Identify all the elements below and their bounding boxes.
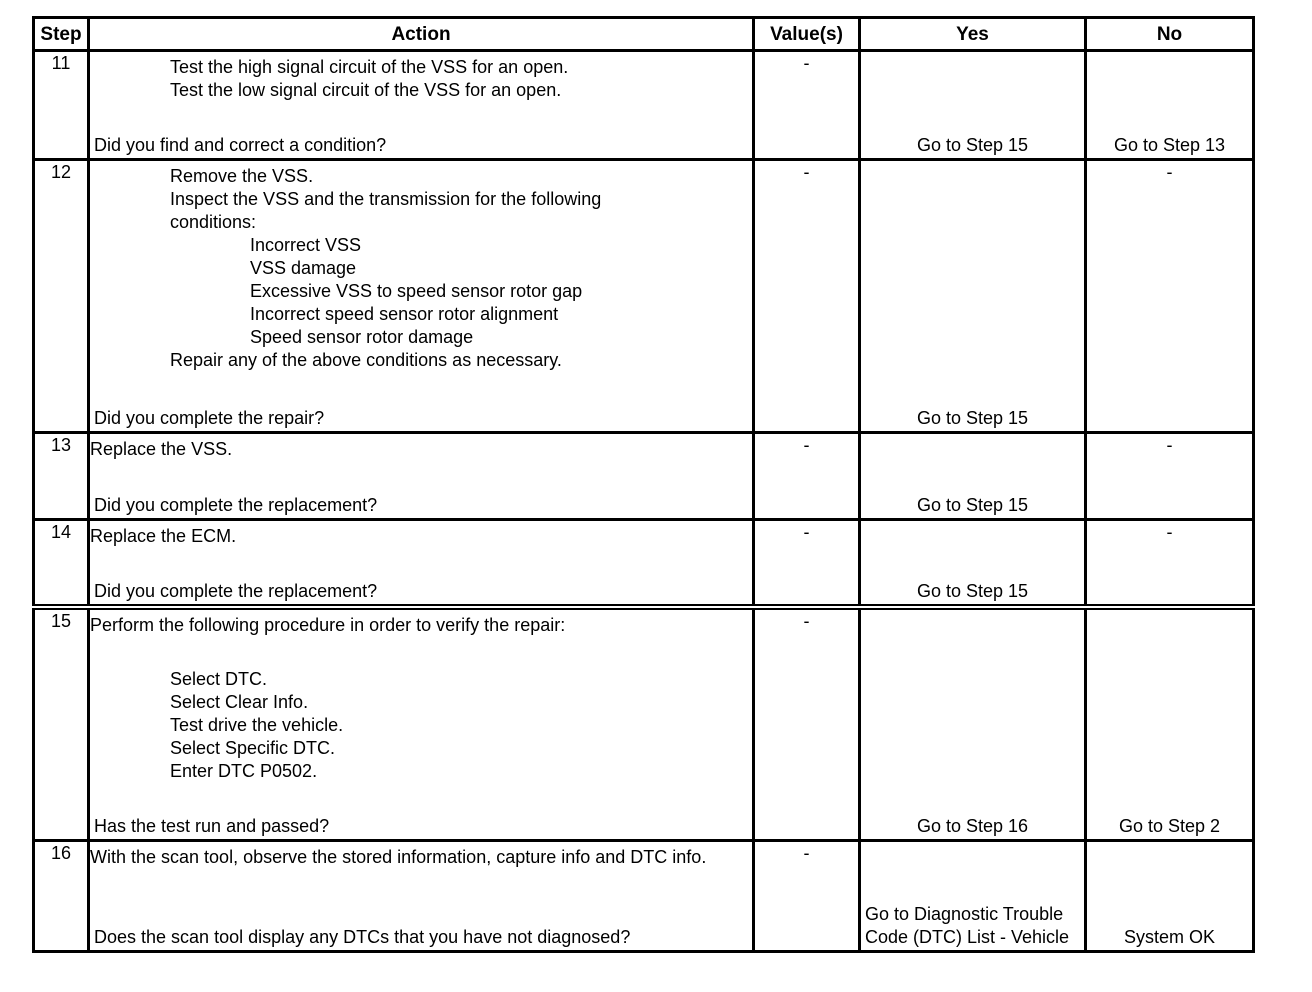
- yes-outcome: Go to Step 15: [916, 135, 1029, 155]
- table-row-step-13: [34, 433, 1254, 520]
- table-row-step-12: [34, 160, 1254, 433]
- header-no: No: [1086, 18, 1254, 51]
- no-cell: [1086, 51, 1254, 160]
- action-question: Has the test run and passed?: [94, 816, 330, 836]
- header-row: [34, 18, 1254, 51]
- action-question: Does the scan tool display any DTCs that you have not diagnosed?: [94, 927, 631, 947]
- action-cell: [89, 51, 754, 160]
- yes-outcome: Go to Step 16: [916, 816, 1029, 836]
- condition-item: Speed sensor rotor damage: [250, 327, 474, 347]
- instruction-line: Remove the VSS.: [170, 166, 314, 186]
- procedure-step: Enter DTC P0502.: [170, 760, 318, 781]
- yes-cell: [860, 51, 1086, 160]
- value-cell: -: [754, 841, 860, 952]
- instruction-line: Replace the ECM.: [90, 526, 237, 546]
- action-cell: [89, 520, 754, 607]
- instruction-line: Perform the following procedure in order to verify the repair:: [90, 614, 566, 635]
- yes-cell: [860, 520, 1086, 607]
- action-question: Did you complete the repair?: [94, 408, 325, 428]
- instruction-line: With the scan tool, observe the stored information, capture info and DTC info.: [90, 847, 707, 867]
- header-step: Step: [34, 18, 89, 51]
- yes-outcome: Go to Step 15: [916, 495, 1029, 515]
- action-cell: [89, 607, 754, 841]
- step-number: 16: [34, 841, 89, 952]
- no-cell: -: [1086, 433, 1254, 520]
- table-row-step-16: [34, 841, 1254, 952]
- procedure-step: Select Specific DTC.: [170, 737, 336, 758]
- instruction-line: Replace the VSS.: [90, 439, 233, 459]
- yes-cell: [860, 433, 1086, 520]
- step-number: 12: [34, 160, 89, 433]
- instruction-line: Test the low signal circuit of the VSS for an open.: [170, 80, 562, 100]
- instruction-line: Test the high signal circuit of the VSS for an open.: [170, 57, 569, 77]
- header-values: Value(s): [754, 18, 860, 51]
- action-question: Did you complete the replacement?: [94, 495, 378, 515]
- no-cell: -: [1086, 520, 1254, 607]
- yes-cell: [860, 841, 1086, 952]
- value-cell: -: [754, 51, 860, 160]
- header-yes: Yes: [860, 18, 1086, 51]
- no-cell: -: [1086, 160, 1254, 433]
- action-cell: [89, 433, 754, 520]
- diagnostic-table: [32, 16, 1255, 953]
- action-question: Did you find and correct a condition?: [94, 135, 387, 155]
- step-number: 14: [34, 520, 89, 607]
- instruction-line: Inspect the VSS and the transmission for the following: [170, 189, 602, 209]
- yes-outcome: Go to Diagnostic Trouble Code (DTC) List - Vehicle: [865, 904, 1070, 947]
- step-number: 11: [34, 51, 89, 160]
- value-cell: -: [754, 520, 860, 607]
- condition-item: Incorrect speed sensor rotor alignment: [250, 304, 559, 324]
- yes-outcome: Go to Step 15: [916, 580, 1029, 601]
- step-number: 15: [34, 607, 89, 841]
- no-outcome: Go to Step 2: [1118, 816, 1221, 836]
- no-cell: [1086, 841, 1254, 952]
- table-row-step-14: [34, 520, 1254, 607]
- no-cell: [1086, 607, 1254, 841]
- condition-item: Incorrect VSS: [250, 235, 362, 255]
- value-cell: -: [754, 607, 860, 841]
- yes-outcome: Go to Step 15: [916, 408, 1029, 428]
- procedure-step: Select Clear Info.: [170, 691, 309, 712]
- action-cell: [89, 841, 754, 952]
- condition-item: Excessive VSS to speed sensor rotor gap: [250, 281, 583, 301]
- value-cell: -: [754, 160, 860, 433]
- step-number: 13: [34, 433, 89, 520]
- instruction-line: conditions:: [170, 212, 257, 232]
- header-action: Action: [89, 18, 754, 51]
- procedure-step: Test drive the vehicle.: [170, 714, 344, 735]
- action-cell: [89, 160, 754, 433]
- value-cell: -: [754, 433, 860, 520]
- no-outcome: Go to Step 13: [1113, 135, 1226, 155]
- yes-cell: [860, 607, 1086, 841]
- yes-cell: [860, 160, 1086, 433]
- procedure-step: Select DTC.: [170, 668, 268, 689]
- table-row-step-15: [34, 607, 1254, 841]
- no-outcome: System OK: [1123, 927, 1216, 947]
- instruction-line: Repair any of the above conditions as necessary.: [170, 350, 562, 370]
- table-row-step-11: [34, 51, 1254, 160]
- action-question: Did you complete the replacement?: [94, 580, 378, 601]
- condition-item: VSS damage: [250, 258, 357, 278]
